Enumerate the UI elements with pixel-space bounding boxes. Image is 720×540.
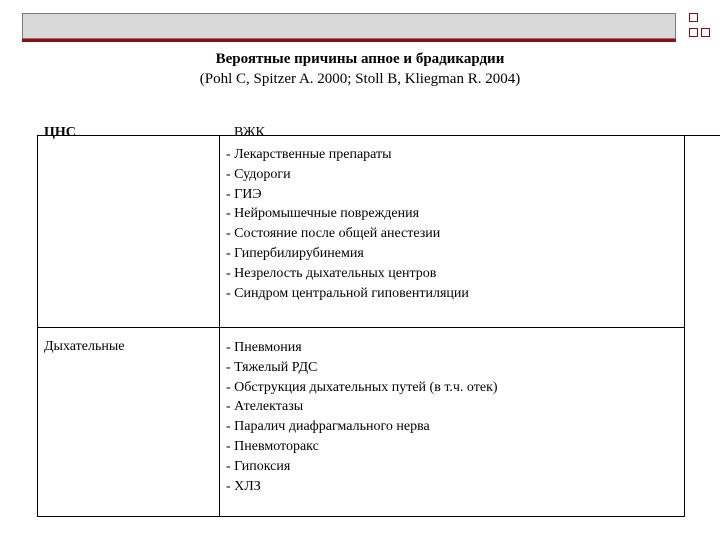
list-item: - Обструкция дыхательных путей (в т.ч. отек) [226, 379, 498, 395]
slide-title: Вероятные причины апное и брадикардии [215, 51, 505, 67]
decor-square-icon [689, 13, 698, 22]
list-item: - Гипоксия [226, 458, 291, 474]
list-item: - Пневмония [226, 340, 302, 355]
list-item: - Нейромышечные повреждения [226, 206, 420, 222]
cns-causes-list [226, 145, 469, 303]
header-bar [22, 13, 676, 39]
table-border-bottom [37, 516, 685, 517]
header-accent-line [22, 39, 676, 42]
table-column-divider [219, 135, 220, 517]
table-border-right [684, 135, 685, 517]
category-cns: ЦНС [44, 125, 76, 140]
list-item: - Гипербилирубинемия [226, 245, 364, 261]
list-item: - Состояние после общей анестезии [226, 226, 441, 242]
category-respiratory: Дыхательные [44, 339, 125, 354]
decor-square-icon [689, 28, 698, 37]
list-item: - Ателектазы [226, 399, 304, 415]
slide-subtitle: (Pohl C, Spitzer A. 2000; Stoll B, Kliegman R. 2004) [199, 71, 521, 87]
list-item: - Пневмоторакс [226, 438, 319, 454]
table-row-divider [37, 327, 685, 328]
list-item: - Незрелость дыхательных центров [226, 265, 437, 281]
list-item: - Лекарственные препараты [226, 147, 392, 162]
cns-first-cause: ВЖК [234, 125, 265, 140]
list-item: - ХЛЗ [226, 478, 261, 494]
list-item: - Паралич диафрагмального нерва [226, 419, 430, 435]
list-item: - ГИЭ [226, 186, 262, 202]
table-border-left [37, 135, 38, 517]
decor-square-icon [701, 28, 710, 37]
list-item: - Судороги [226, 166, 291, 182]
list-item: - Тяжелый РДС [226, 359, 318, 375]
respiratory-causes-list [226, 338, 498, 496]
list-item: - Синдром центральной гиповентиляции [226, 285, 469, 301]
table-border-top [37, 135, 720, 136]
